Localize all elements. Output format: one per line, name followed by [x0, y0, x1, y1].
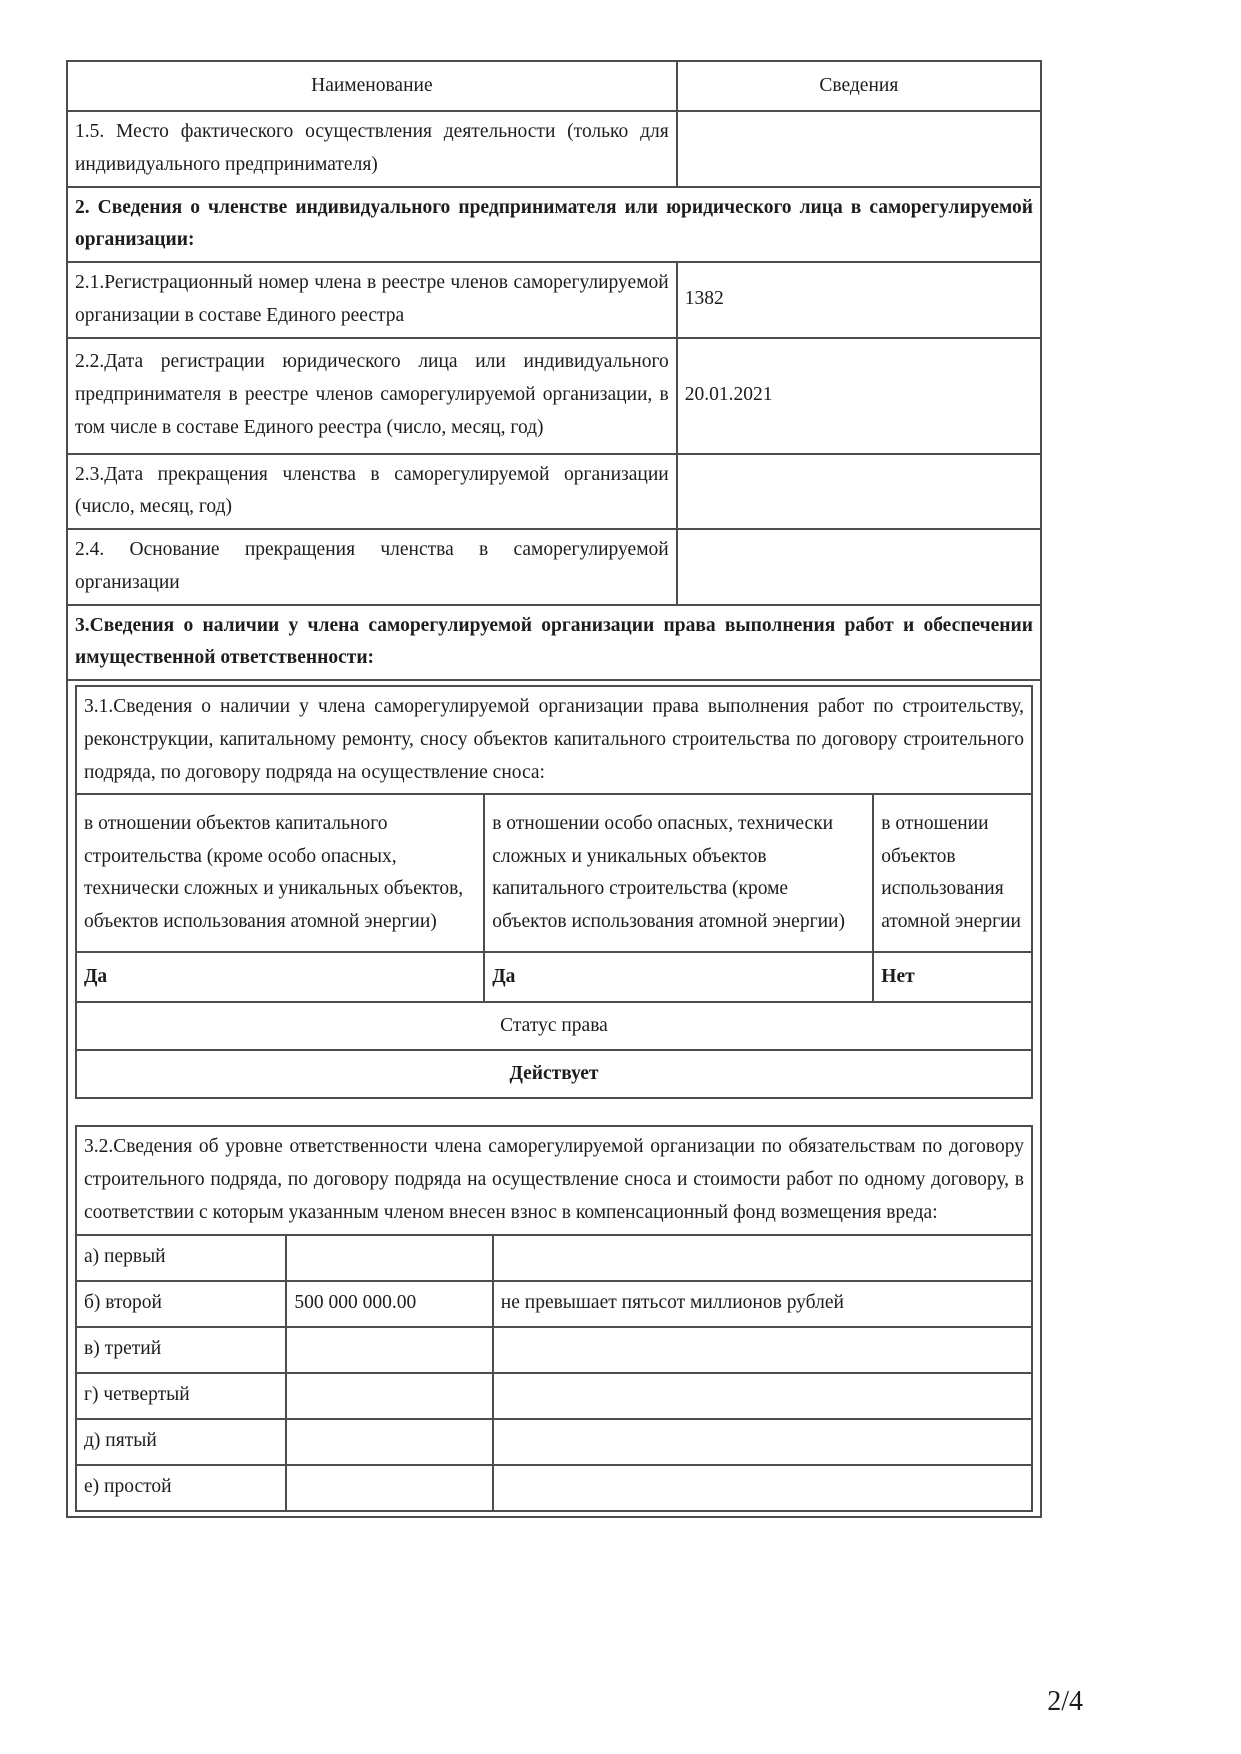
- level-note: [493, 1235, 1032, 1281]
- level-amount: 500 000 000.00: [286, 1281, 492, 1327]
- level-amount: [286, 1373, 492, 1419]
- column-header-info: Сведения: [677, 61, 1041, 111]
- rights-column-hazardous: в отношении особо опасных, технически сложных и уникальных объектов капитального строительства (кроме объектов использования атомной энергии): [484, 794, 873, 952]
- status-label: Статус права: [76, 1002, 1032, 1050]
- row-2-2-value: 20.01.2021: [677, 338, 1041, 454]
- row-2-3-value: [677, 454, 1041, 530]
- level-label: д) пятый: [76, 1419, 286, 1465]
- rights-value-nuclear: Нет: [873, 952, 1032, 1002]
- responsibility-row-first: [76, 1235, 1032, 1281]
- status-value: Действует: [76, 1050, 1032, 1098]
- level-note: [493, 1419, 1032, 1465]
- table-header-row: [67, 61, 1041, 111]
- section-3-row: [67, 605, 1041, 681]
- status-label-row: [76, 1002, 1032, 1050]
- rights-intro-row: [76, 686, 1032, 794]
- responsibility-table: [75, 1125, 1033, 1511]
- level-amount: [286, 1465, 492, 1511]
- row-2-4-label: 2.4. Основание прекращения членства в саморегулируемой организации: [67, 529, 677, 605]
- row-2-3-label: 2.3.Дата прекращения членства в саморегулируемой организации (число, месяц, год): [67, 454, 677, 530]
- row-2-4-value: [677, 529, 1041, 605]
- status-value-row: [76, 1050, 1032, 1098]
- responsibility-row-third: [76, 1327, 1032, 1373]
- section-2-heading: 2. Сведения о членстве индивидуального предпринимателя или юридического лица в саморегулируемой организации:: [67, 187, 1041, 263]
- level-label: б) второй: [76, 1281, 286, 1327]
- column-header-name: Наименование: [67, 61, 677, 111]
- table-row: [67, 454, 1041, 530]
- table-row: [67, 338, 1041, 454]
- row-2-1-label: 2.1.Регистрационный номер члена в реестре членов саморегулируемой организации в составе Единого реестра: [67, 262, 677, 338]
- level-note: [493, 1327, 1032, 1373]
- rights-value-general: Да: [76, 952, 484, 1002]
- section-2-row: [67, 187, 1041, 263]
- level-note: не превышает пятьсот миллионов рублей: [493, 1281, 1032, 1327]
- table-row: [67, 111, 1041, 187]
- level-label: а) первый: [76, 1235, 286, 1281]
- responsibility-row-second: [76, 1281, 1032, 1327]
- rights-table: [75, 685, 1033, 1099]
- row-2-2-label: 2.2.Дата регистрации юридического лица или индивидуального предпринимателя в реестре членов саморегулируемой организации, в том числе в составе Единого реестра (число, месяц, год): [67, 338, 677, 454]
- nested-tables-container: [67, 680, 1041, 1517]
- responsibility-row-fifth: [76, 1419, 1032, 1465]
- level-label: г) четвертый: [76, 1373, 286, 1419]
- main-table: [66, 60, 1042, 1518]
- rights-intro: 3.1.Сведения о наличии у члена саморегулируемой организации права выполнения работ по строительству, реконструкции, капитальному ремонту, сносу объектов капитального строительства по договору строительного подряда, по договору подряда на осуществление сноса:: [76, 686, 1032, 794]
- rights-column-nuclear: в отношении объектов использования атомной энергии: [873, 794, 1032, 952]
- responsibility-row-fourth: [76, 1373, 1032, 1419]
- level-amount: [286, 1235, 492, 1281]
- responsibility-row-simple: [76, 1465, 1032, 1511]
- rights-values-row: [76, 952, 1032, 1002]
- level-amount: [286, 1419, 492, 1465]
- table-row: [67, 529, 1041, 605]
- section-3-heading: 3.Сведения о наличии у члена саморегулируемой организации права выполнения работ и обеспечении имущественной ответственности:: [67, 605, 1041, 681]
- level-label: в) третий: [76, 1327, 286, 1373]
- responsibility-intro: 3.2.Сведения об уровне ответственности члена саморегулируемой организации по обязательствам по договору строительного подряда, по договору подряда на осуществление сноса и стоимости работ по одному договору, в соответствии с которым указанным членом внесен взнос в компенсационный фонд возмещения вреда:: [76, 1126, 1032, 1234]
- row-1-5-value: [677, 111, 1041, 187]
- nested-tables-row: [67, 680, 1041, 1517]
- row-1-5-label: 1.5. Место фактического осуществления деятельности (только для индивидуального предпринимателя): [67, 111, 677, 187]
- page-number: 2/4: [1047, 1686, 1083, 1717]
- table-row: [67, 262, 1041, 338]
- level-label: е) простой: [76, 1465, 286, 1511]
- level-note: [493, 1373, 1032, 1419]
- rights-columns-row: [76, 794, 1032, 952]
- responsibility-intro-row: [76, 1126, 1032, 1234]
- row-2-1-value: 1382: [677, 262, 1041, 338]
- rights-column-general: в отношении объектов капитального строительства (кроме особо опасных, технически сложных и уникальных объектов, объектов использования атомной энергии): [76, 794, 484, 952]
- level-note: [493, 1465, 1032, 1511]
- level-amount: [286, 1327, 492, 1373]
- rights-value-hazardous: Да: [484, 952, 873, 1002]
